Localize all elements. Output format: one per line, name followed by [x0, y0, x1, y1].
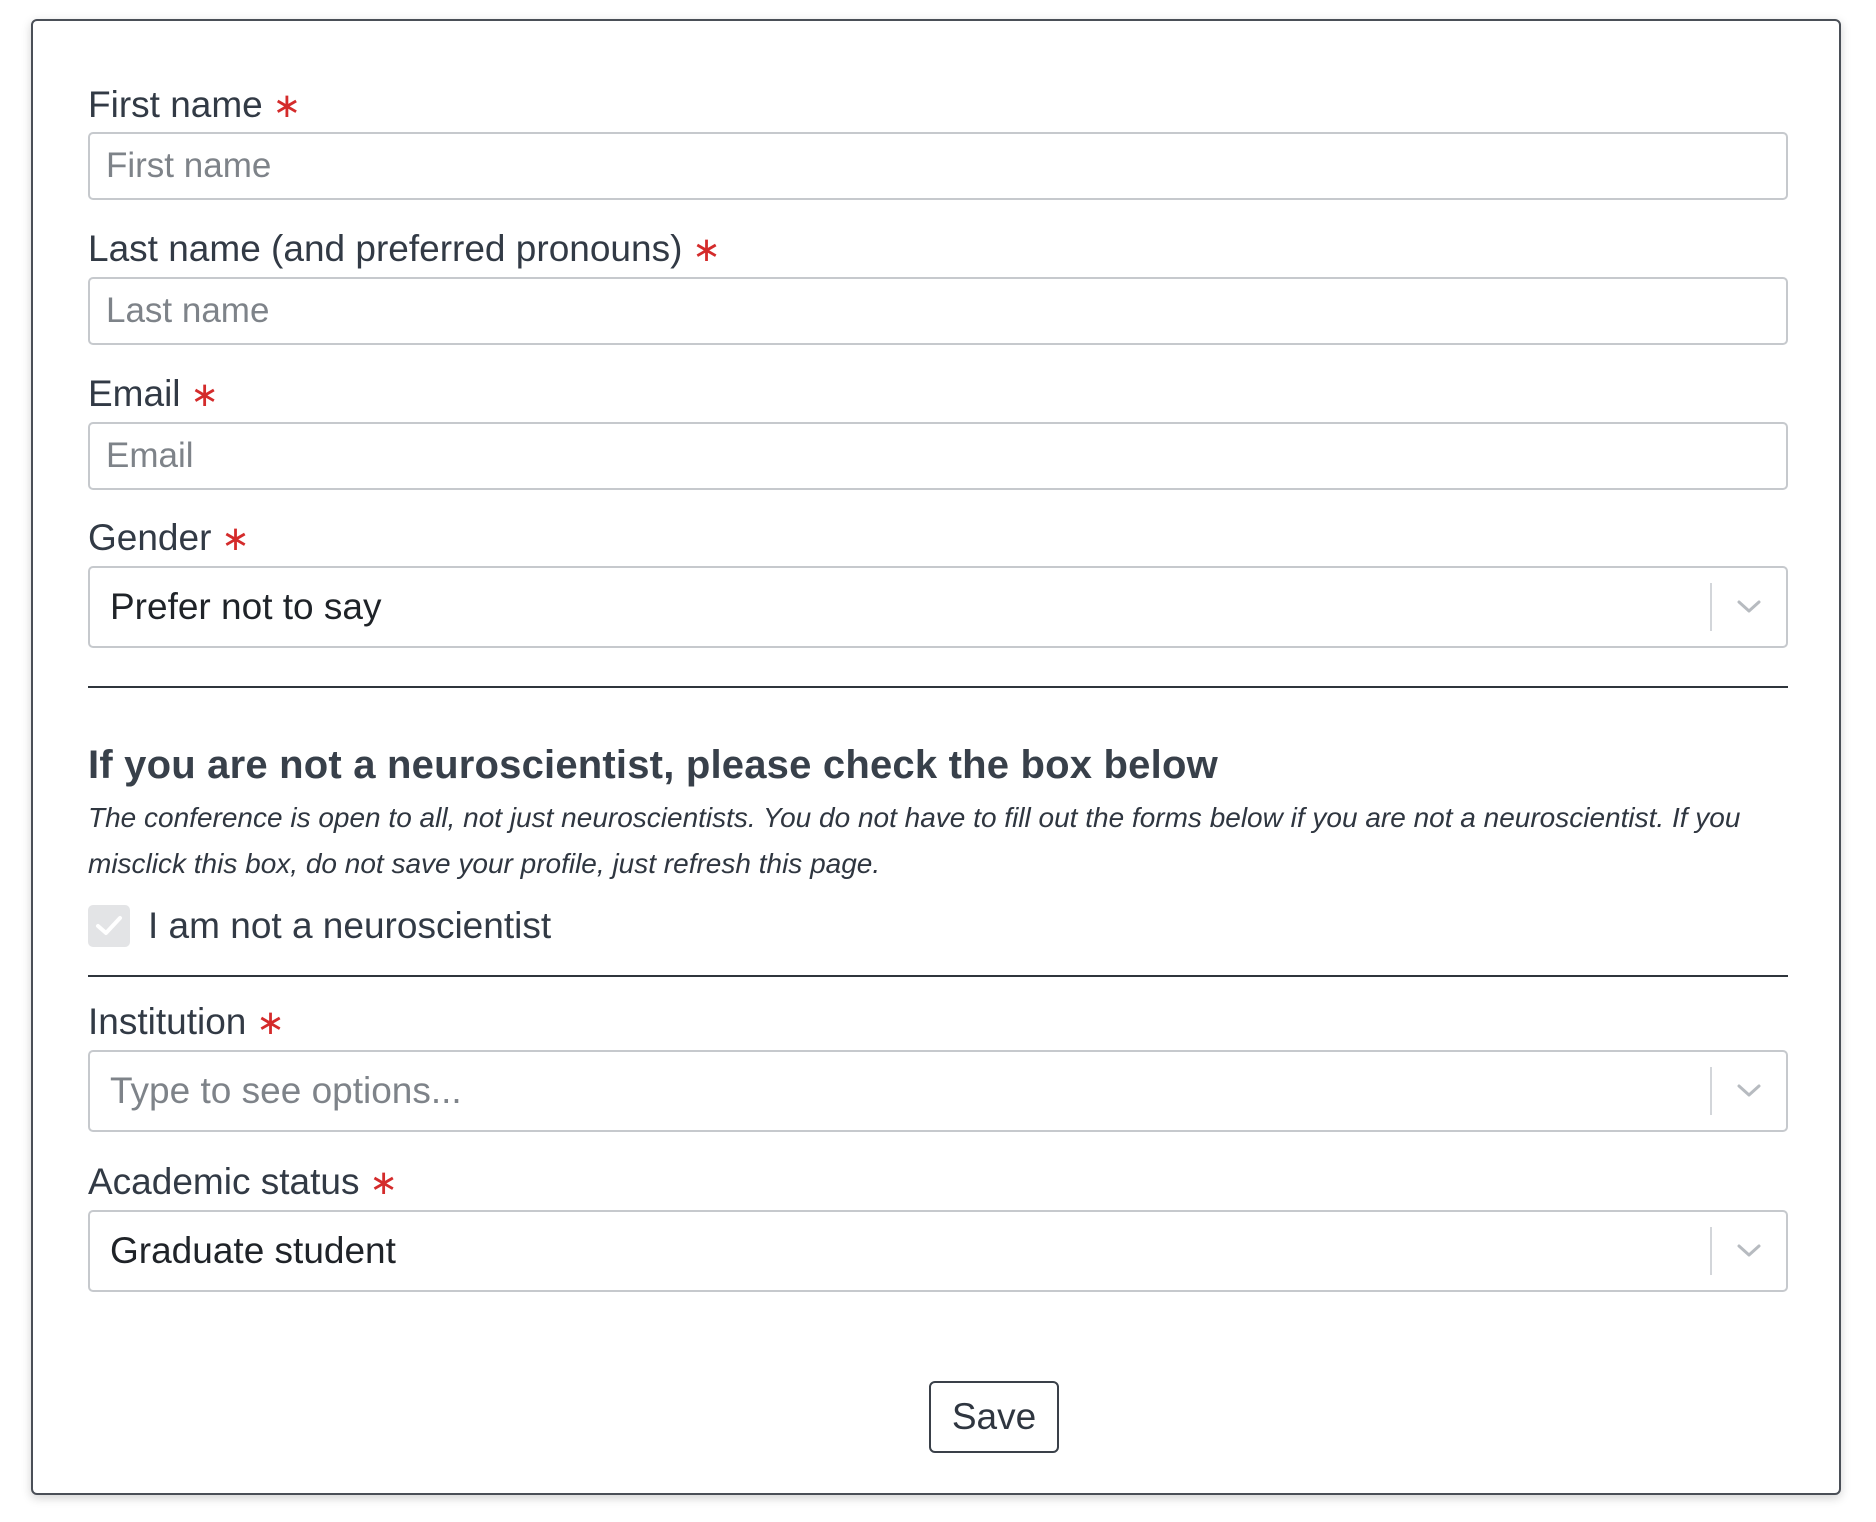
institution-select[interactable]: [88, 1050, 1788, 1132]
save-button[interactable]: Save: [929, 1381, 1059, 1453]
section-divider: [88, 975, 1788, 977]
neuro-section-description: The conference is open to all, not just neuroscientists. You do not have to fill out the forms below if you are not a neuroscientist. If you misclick this box, do not save your profile, just refresh this page.: [88, 802, 1741, 879]
neuro-section-title: If you are not a neuroscientist, please check the box below: [88, 743, 1218, 787]
not-neuroscientist-row: [88, 905, 551, 947]
academic-status-selected-value: Graduate student: [110, 1230, 396, 1271]
not-neuroscientist-checkbox[interactable]: [88, 905, 130, 947]
gender-label: Gender ∗: [88, 517, 250, 558]
required-asterisk: ∗: [256, 1004, 285, 1042]
required-asterisk: ∗: [692, 231, 721, 269]
email-field: [88, 372, 1788, 417]
email-input[interactable]: [88, 422, 1788, 490]
required-asterisk: ∗: [221, 520, 250, 558]
last-name-label: Last name (and preferred pronouns) ∗: [88, 228, 721, 269]
required-asterisk: ∗: [369, 1164, 398, 1202]
first-name-input[interactable]: [88, 132, 1788, 200]
gender-select[interactable]: [88, 566, 1788, 648]
check-icon: [94, 914, 124, 938]
institution-label: Institution ∗: [88, 1001, 285, 1042]
profile-form-card: [31, 19, 1841, 1495]
not-neuroscientist-label[interactable]: I am not a neuroscientist: [148, 905, 552, 946]
required-asterisk: ∗: [190, 376, 220, 414]
email-label: Email ∗: [88, 373, 220, 414]
academic-status-label: Academic status ∗: [88, 1161, 398, 1202]
gender-field: [88, 516, 1788, 627]
gender-selected-value: Prefer not to say: [110, 586, 382, 627]
required-asterisk: ∗: [272, 87, 302, 125]
academic-status-field: [88, 1160, 1788, 1271]
chevron-down-icon[interactable]: [1712, 1052, 1786, 1130]
chevron-down-icon[interactable]: [1712, 568, 1786, 646]
institution-field: [88, 1000, 1788, 1111]
first-name-label: First name ∗: [88, 84, 302, 125]
institution-placeholder: Type to see options...: [110, 1070, 462, 1111]
last-name-field: [88, 227, 1788, 272]
last-name-input[interactable]: [88, 277, 1788, 345]
chevron-down-icon[interactable]: [1712, 1212, 1786, 1290]
academic-status-select[interactable]: [88, 1210, 1788, 1292]
first-name-field: [88, 83, 1788, 128]
section-divider: [88, 686, 1788, 688]
